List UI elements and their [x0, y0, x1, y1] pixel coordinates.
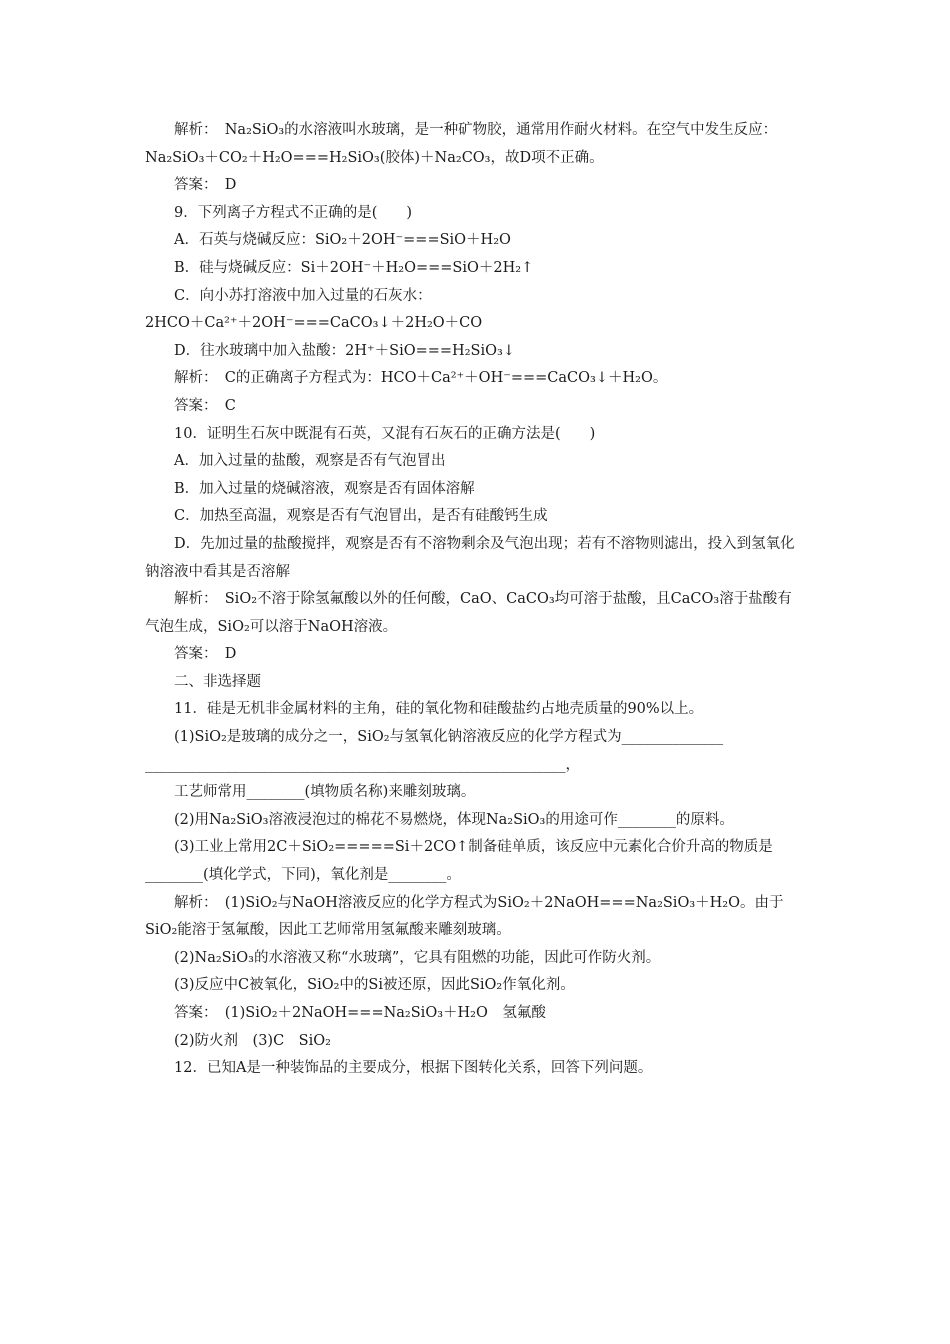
- text-line: 解析： Na₂SiO₃的水溶液叫水玻璃，是一种矿物胶，通常用作耐火材料。在空气中发生反应：Na₂SiO₃＋CO₂＋H₂O===H₂SiO₃(胶体)＋Na₂CO₃，故D项不正确。: [145, 122, 778, 166]
- text-line: 答案： C: [174, 397, 236, 414]
- text-line: 10．证明生石灰中既混有石英，又混有石灰石的正确方法是( ): [174, 425, 596, 442]
- text-line: 答案： D: [174, 177, 237, 194]
- text-line: 2HCO＋Ca²⁺＋2OH⁻===CaCO₃↓＋2H₂O＋CO: [145, 315, 483, 332]
- text-line: (2)Na₂SiO₃的水溶液又称“水玻璃”，它具有阻燃的功能，因此可作防火剂。: [174, 949, 661, 966]
- text-line: (3)反应中C被氧化，SiO₂中的Si被还原，因此SiO₂作氧化剂。: [174, 977, 575, 994]
- text-line: (2)用Na₂SiO₃溶液浸泡过的棉花不易燃烧，体现Na₂SiO₃的用途可作________的原料。: [174, 811, 734, 828]
- text-line: (3)工业上常用2C＋SiO₂=====Si＋2CO↑制备硅单质，该反应中元素化合价升高的物质是________(填化学式，下同)，氧化剂是________。: [145, 839, 773, 884]
- text-line: 工艺师常用________(填物质名称)来雕刻玻璃。: [174, 784, 476, 801]
- text-line: C．加热至高温，观察是否有气泡冒出，是否有硅酸钙生成: [174, 508, 548, 525]
- text-line: (2)防火剂 (3)C SiO₂: [174, 1032, 331, 1049]
- text-line: 11．硅是无机非金属材料的主角，硅的氧化物和硅酸盐约占地壳质量的90%以上。: [174, 701, 704, 718]
- text-line: 二、非选择题: [174, 673, 261, 690]
- text-line: B．加入过量的烧碱溶液，观察是否有固体溶解: [174, 480, 475, 497]
- text-line: 答案： (1)SiO₂＋2NaOH===Na₂SiO₃＋H₂O 氢氟酸: [174, 1005, 546, 1021]
- text-line: 9．下列离子方程式不正确的是( ): [174, 204, 413, 221]
- text-line: A．石英与烧碱反应：SiO₂＋2OH⁻===SiO＋H₂O: [174, 232, 511, 249]
- text-line: D．往水玻璃中加入盐酸：2H⁺＋SiO===H₂SiO₃↓: [174, 342, 515, 359]
- text-line: 12．已知A是一种装饰品的主要成分，根据下图转化关系，回答下列问题。: [174, 1060, 653, 1077]
- text-line: 解析： SiO₂不溶于除氢氟酸以外的任何酸，CaO、CaCO₃均可溶于盐酸，且CaCO₃溶于盐酸有气泡生成，SiO₂可以溶于NaOH溶液。: [145, 591, 792, 635]
- text-line: B．硅与烧碱反应：Si＋2OH⁻＋H₂O===SiO＋2H₂↑: [174, 259, 534, 276]
- text-line: D．先加过量的盐酸搅拌，观察是否有不溶物剩余及气泡出现；若有不溶物则滤出，投入到氢氧化钠溶液中看其是否溶解: [145, 535, 795, 580]
- text-line: 解析： (1)SiO₂与NaOH溶液反应的化学方程式为SiO₂＋2NaOH===Na₂SiO₃＋H₂O。由于SiO₂能溶于氢氟酸，因此工艺师常用氢氟酸来雕刻玻璃。: [145, 894, 784, 939]
- text-line: __________________________________________________________，: [145, 756, 580, 773]
- text-line: C．向小苏打溶液中加入过量的石灰水：: [174, 287, 432, 304]
- text-line: (1)SiO₂是玻璃的成分之一，SiO₂与氢氧化钠溶液反应的化学方程式为______________: [174, 729, 724, 746]
- text-line: 解析： C的正确离子方程式为：HCO＋Ca²⁺＋OH⁻===CaCO₃↓＋H₂O。: [174, 370, 668, 387]
- text-line: A．加入过量的盐酸，观察是否有气泡冒出: [174, 453, 446, 470]
- document-page: [145, 117, 805, 1083]
- text-line: 答案： D: [174, 646, 237, 663]
